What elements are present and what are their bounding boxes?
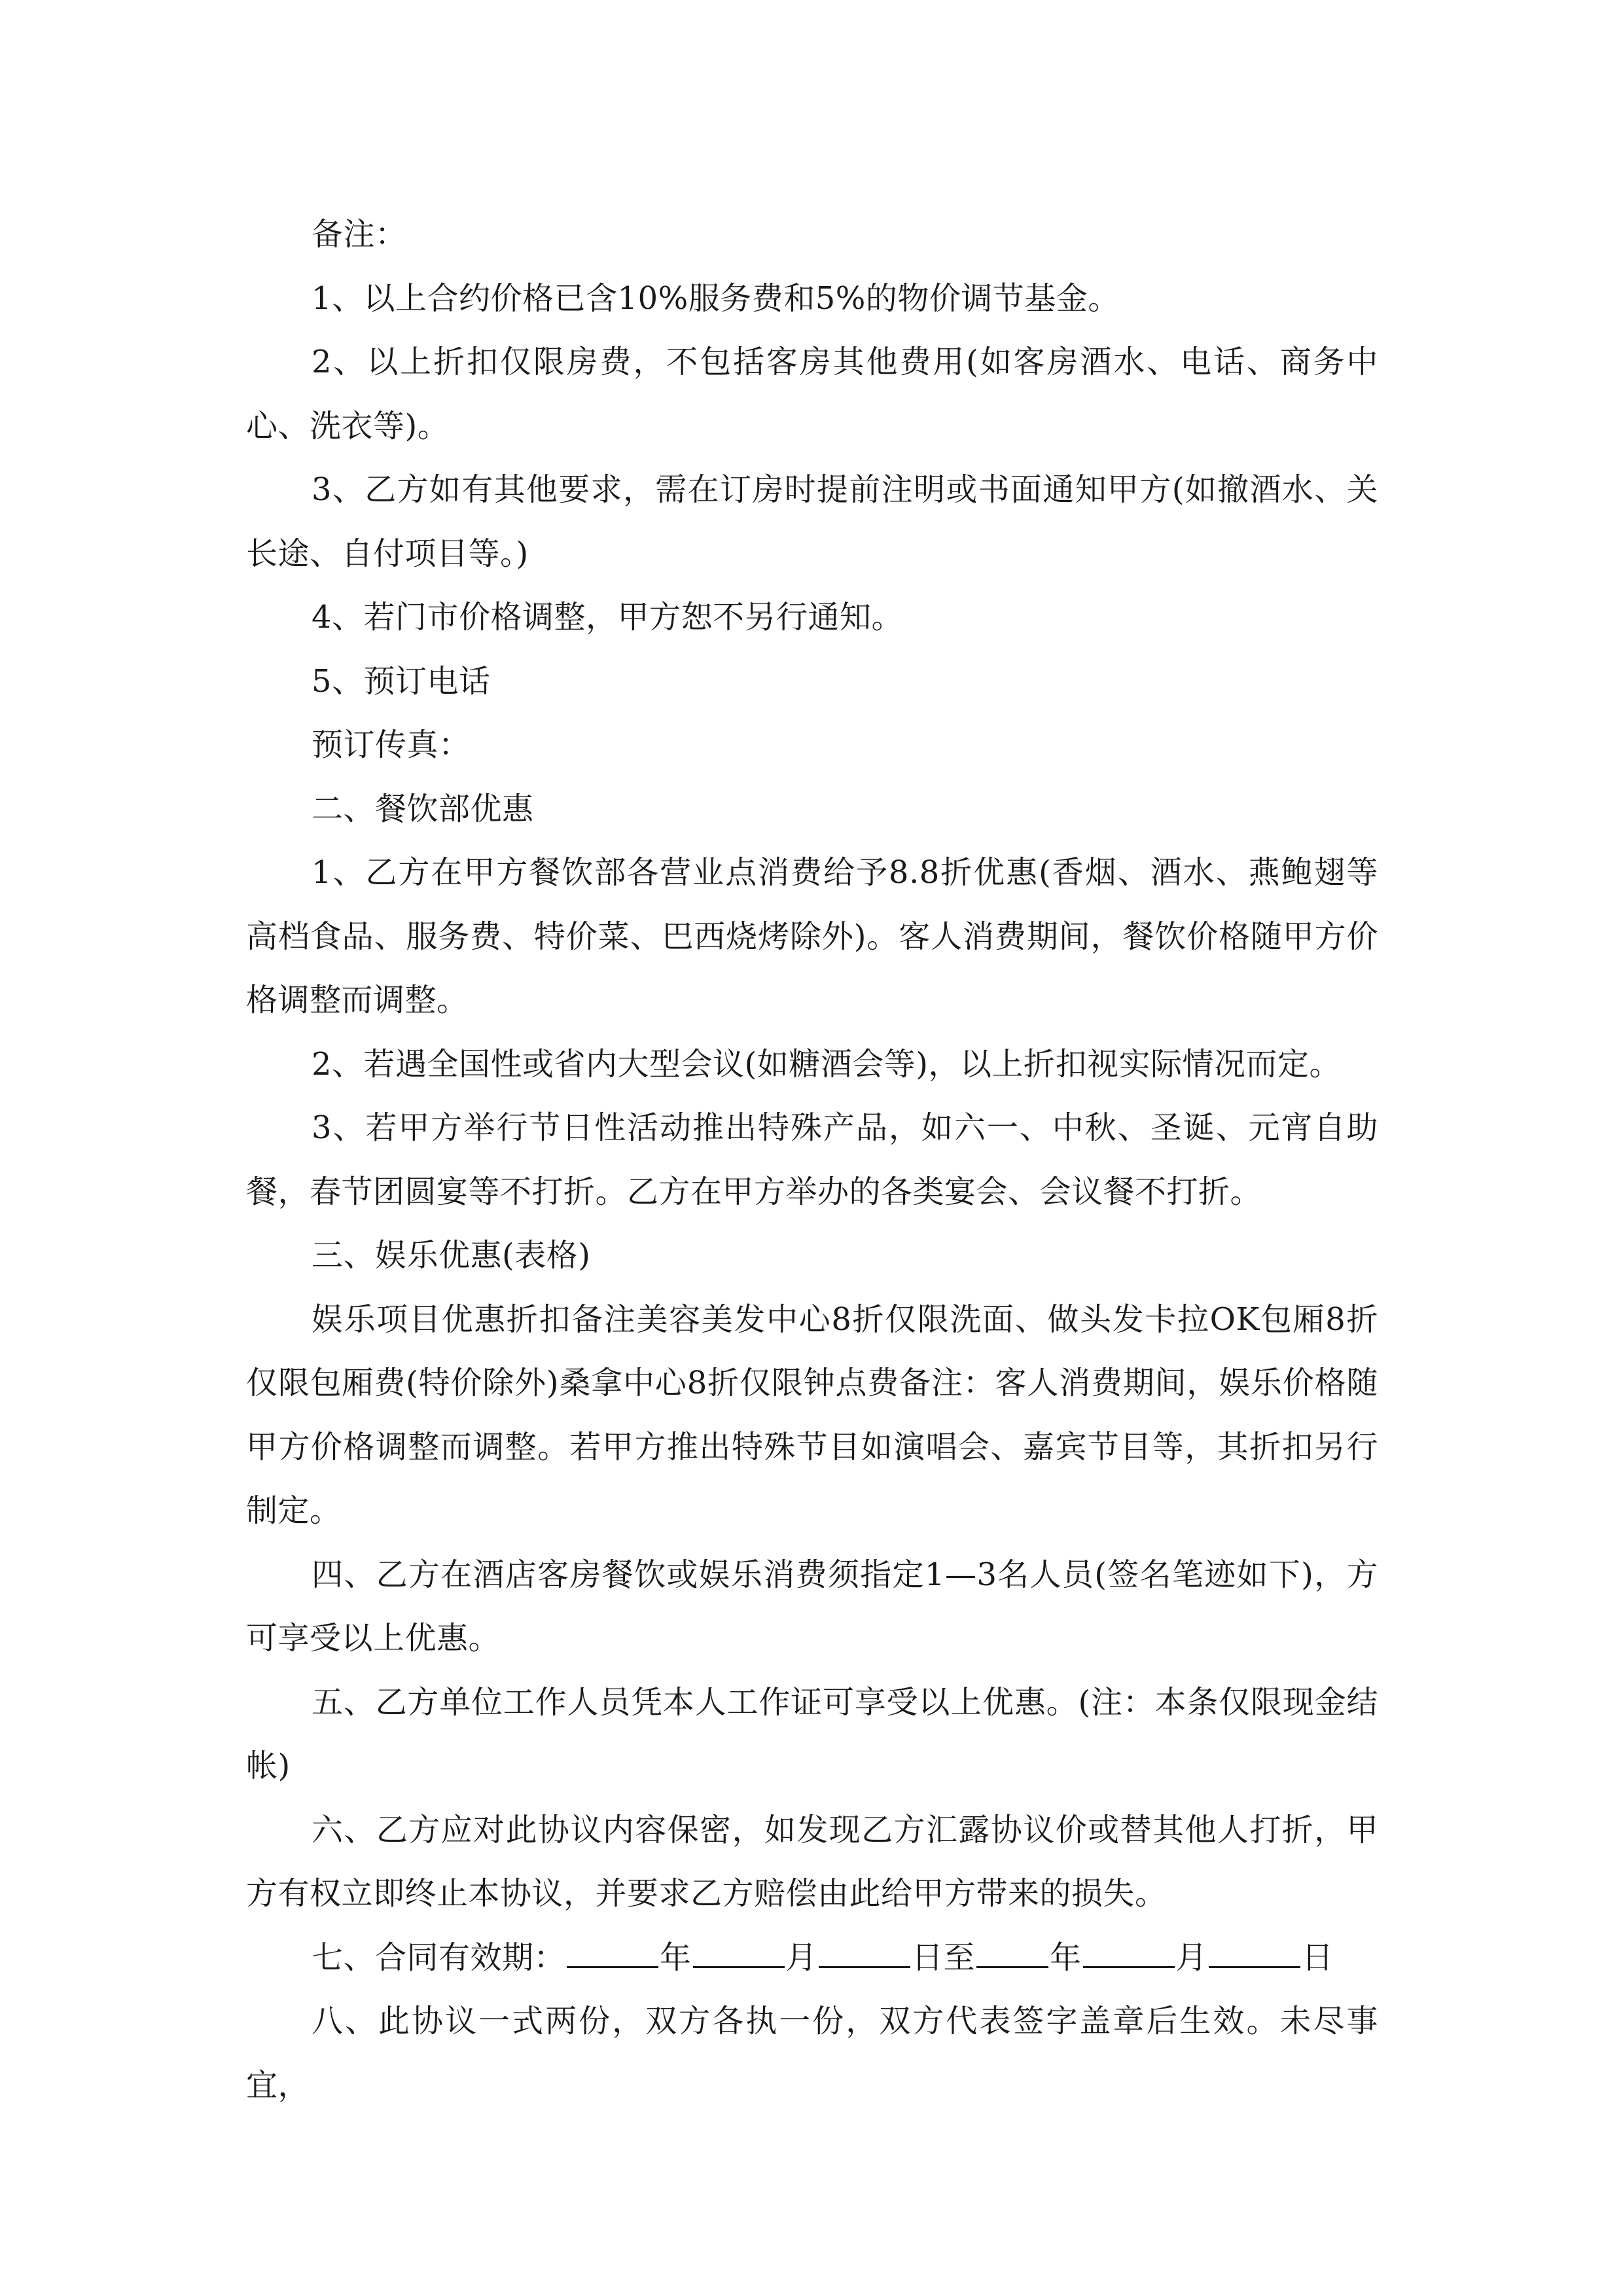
clause-eight: 八、此协议一式两份，双方各执一份，双方代表签字盖章后生效。未尽事宜，: [246, 2003, 1378, 2104]
booking-fax: 预订传真：: [312, 726, 471, 763]
remark-item-4: 4、若门市价格调整，甲方恕不另行通知。: [312, 599, 904, 636]
remarks-heading: 备注：: [312, 216, 407, 253]
document-body: [246, 203, 1378, 2117]
validity-label: 七、合同有效期：: [312, 1939, 566, 1976]
section-dining-heading: 二、餐饮部优惠: [312, 790, 534, 827]
dining-item-2: 2、若遇全国性或省内大型会议(如糖酒会等)，以上折扣视实际情况而定。: [312, 1045, 1341, 1083]
blank-end-year: [976, 1927, 1048, 1968]
section-entertainment-heading: 三、娱乐优惠(表格): [312, 1237, 591, 1274]
blank-end-day: [1209, 1927, 1300, 1968]
entertainment-details: 娱乐项目优惠折扣备注美容美发中心8折仅限洗面、做头发卡拉OK包厢8折仅限包厢费(特价除外)桑拿中心8折仅限钟点费备注：客人消费期间，娱乐价格随甲方价格调整而调整。若甲方推出特殊节目如演唱会、嘉宾节目等，其折扣另行制定。: [246, 1300, 1378, 1529]
remark-item-3: 3、乙方如有其他要求，需在订房时提前注明或书面通知甲方(如撤酒水、关长途、自付项目等。): [246, 471, 1378, 572]
validity-day-2: 日: [1302, 1939, 1334, 1976]
validity-month-1: 月: [785, 1939, 818, 1976]
validity-year-2: 年: [1050, 1939, 1082, 1976]
blank-start-day: [819, 1927, 910, 1968]
blank-start-month: [693, 1927, 785, 1968]
dining-item-3: 3、若甲方举行节日性活动推出特殊产品，如六一、中秋、圣诞、元宵自助餐，春节团圆宴等不打折。乙方在甲方举办的各类宴会、会议餐不打折。: [246, 1109, 1378, 1210]
clause-four: 四、乙方在酒店客房餐饮或娱乐消费须指定1—3名人员(签名笔迹如下)，方可享受以上优惠。: [246, 1556, 1378, 1657]
remark-item-2: 2、以上折扣仅限房费，不包括客房其他费用(如客房酒水、电话、商务中心、洗衣等)。: [246, 344, 1378, 444]
validity-month-2: 月: [1175, 1939, 1208, 1976]
dining-item-1: 1、乙方在甲方餐饮部各营业点消费给予8.8折优惠(香烟、酒水、燕鲍翅等高档食品、服务费、特价菜、巴西烧烤除外)。客人消费期间，餐饮价格随甲方价格调整而调整。: [246, 854, 1378, 1018]
validity-year-1: 年: [660, 1939, 692, 1976]
clause-five: 五、乙方单位工作人员凭本人工作证可享受以上优惠。(注：本条仅限现金结帐): [246, 1683, 1378, 1784]
clause-six: 六、乙方应对此协议内容保密，如发现乙方汇露协议价或替其他人打折，甲方有权立即终止本协议，并要求乙方赔偿由此给甲方带来的损失。: [246, 1811, 1378, 1912]
blank-start-year: [567, 1927, 658, 1968]
validity-line: [246, 1926, 1378, 1990]
remark-item-1: 1、以上合约价格已含10%服务费和5%的物价调节基金。: [312, 279, 1120, 317]
validity-day-1: 日至: [912, 1939, 976, 1976]
blank-end-month: [1083, 1927, 1175, 1968]
booking-phone: 5、预订电话: [312, 662, 491, 700]
